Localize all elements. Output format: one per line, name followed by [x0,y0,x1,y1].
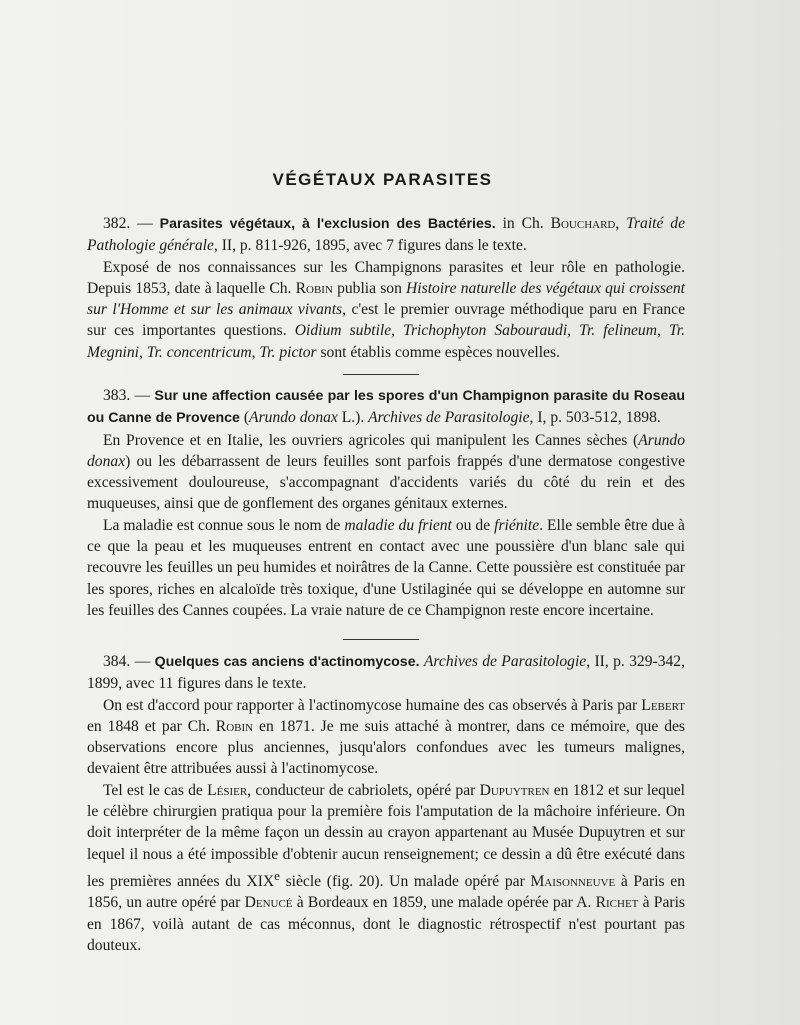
author-name: Lebert [641,696,685,714]
superscript: e [274,867,280,883]
entry-383-citation: 383. — Sur une affection causée par les spores d'un Champignon parasite du Roseau ou Canne de Provence (Arundo donax L.). Archives de Parasitologie, I, p. 503-512, 1898. [87,387,685,427]
journal-title: Archives de Parasitologie [423,653,587,670]
work-title: Histoire naturelle des végétaux qui croissent sur l'Homme et sur les animaux vivants [87,279,685,319]
entry-382-citation: 382. — Parasites végétaux, à l'exclusion des Bactéries. in Ch. Bouchard, Traité de Pathologie générale, II, p. 811-926, 1895, avec 7 figures dans le texte. [87,215,686,255]
author-name: Robin [215,717,254,735]
section-heading: VÉGÉTAUX PARASITES [272,170,493,189]
entry-number: 383. [103,387,131,404]
person-name: Lésier [207,781,248,799]
entry-383-body-1: En Provence et en Italie, les ouvriers agricoles qui manipulent les Cannes sèches (Arundo donax) ou les débarrassent de leurs feuilles sont parfois frappés d'une dermatose congestive excessivement douloureuse, s'accompagnant d'accidents variés du côté du rein et des muqueuses, ainsi que de gonflement des organes génitaux externes. [87,431,685,513]
surgeon-name: Maisonneuve [530,873,616,891]
entry-382 [87,213,685,363]
entry-title: Sur une affection causée par les spores d'un Champignon parasite du Roseau ou Canne de Provence [87,388,685,427]
section-divider [343,374,419,375]
disease-term: maladie du frient [344,516,452,534]
species-name: Arundo donax [249,409,338,427]
entry-382-body: Exposé de nos connaissances sur les Champignons parasites et leur rôle en pathologie. Depuis 1853, date à laquelle Ch. Robin publia son Histoire naturelle des végétaux qui croissent sur l'Homme et sur les animaux vivants, c'est le premier ouvrage méthodique paru en France sur ces importantes questions. Oidium subtile, Trichophyton Sabouraudi, Tr. felineum, Tr. Megnini, Tr. concentricum, Tr. pictor sont établis comme espèces nouvelles. [87,258,685,361]
species-list: Oidium subtile, Trichophyton Sabouraudi, Tr. felineum, Tr. Megnini, Tr. concentricum, Tr. pictor [87,322,685,361]
section-divider [343,639,419,640]
entry-383 [87,385,685,621]
entry-title: Parasites végétaux, à l'exclusion des Bactéries. [159,216,496,232]
disease-term: friénite [494,516,540,534]
surgeon-name: Denucé [244,894,293,912]
surgeon-name: Richet [595,894,639,912]
entry-title: Quelques cas anciens d'actinomycose. [154,654,420,670]
journal-title: Archives de Parasitologie [368,409,530,427]
surgeon-name: Dupuytren [479,781,550,799]
entry-number: 382. [103,215,131,232]
entry-384-body-1: On est d'accord pour rapporter à l'actinomycose humaine des cas observés à Paris par Lebert en 1848 et par Ch. Robin en 1871. Je me suis attaché à montrer, dans ce mémoire, que des observations encore plus anciennes, jusqu'alors confondues avec les tumeurs malignes, devaient être attribuées aussi à l'actinomycose. [87,696,685,778]
entry-384-citation: 384. — Quelques cas anciens d'actinomycose. Archives de Parasitologie, II, p. 329-342, 1899, avec 11 figures dans le texte. [87,653,686,693]
entry-384-body-2: Tel est le cas de Lésier, conducteur de cabriolets, opéré par Dupuytren en 1812 et sur lequel le célèbre chirurgien pratiqua pour la première fois l'amputation de la mâchoire inférieure. On doit interpréter de la même façon un dessin au crayon appartenant au Musée Dupuytren et sur lequel il nous a été impossible d'obtenir aucun renseignement; ce dessin a dû être exécuté dans les premières années du XIXe siècle (fig. 20). Un malade opéré par Maisonneuve à Paris en 1856, un autre opéré par Denucé à Bordeaux en 1859, une malade opérée par A. Richet à Paris en 1867, voilà autant de cas méconnus, dont le diagnostic rétrospectif n'est pourtant pas douteux. [87,781,686,955]
work-title: Traité de Pathologie générale [87,215,686,255]
entry-384 [87,651,685,956]
entry-number: 384. [103,653,131,670]
entry-383-body-2: La maladie est connue sous le nom de maladie du frient ou de friénite. Elle semble être due à ce que la peau et les muqueuses entrent en contact avec une poussière d'un blanc sale qui recouvre les feuilles un peu humides et noirâtres de la Canne. Cette poussière est constituée par les spores, riches en alcaloïde très toxique, d'une Ustilaginée qui se développe en automne sur les feuilles des Cannes coupées. La vraie nature de ce Champignon reste encore incertaine. [87,516,685,619]
species-name: Arundo donax [87,431,685,470]
author-name: Robin [295,279,333,297]
author-name: Bouchard [550,215,616,232]
